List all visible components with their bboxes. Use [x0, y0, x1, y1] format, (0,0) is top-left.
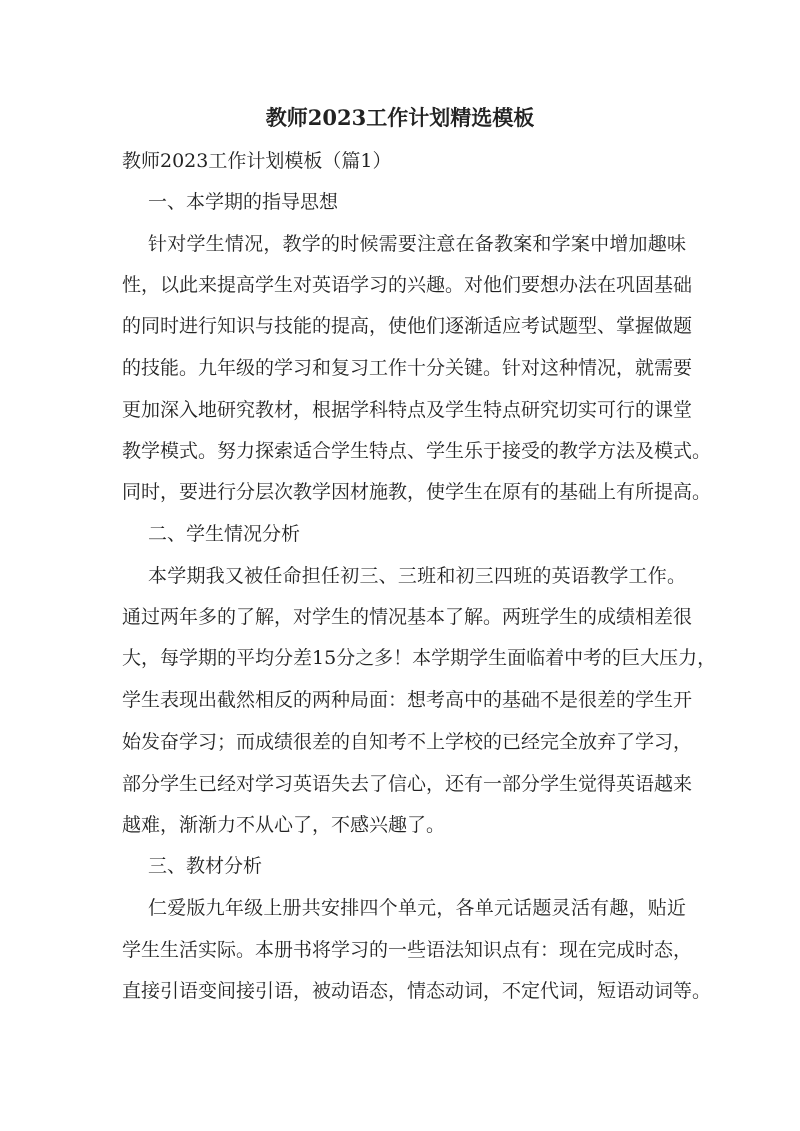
section-heading: 一、本学期的指导思想 — [148, 191, 339, 213]
paragraph-line: 大，每学期的平均分差15分之多！本学期学生面临着中考的巨大压力， — [122, 647, 717, 669]
paragraph-line: 通过两年多的了解，对学生的情况基本了解。两班学生的成绩相差很 — [122, 606, 693, 628]
paragraph-line: 的同时进行知识与技能的提高，使他们逐渐适应考试题型、掌握做题 — [122, 315, 693, 337]
section-heading: 三、教材分析 — [148, 855, 263, 877]
paragraph-line: 始发奋学习；而成绩很差的自知考不上学校的已经完全放弃了学习， — [122, 731, 693, 753]
paragraph-line: 部分学生已经对学习英语失去了信心，还有一部分学生觉得英语越来 — [122, 773, 693, 795]
paragraph-line: 本学期我又被任命担任初三、三班和初三四班的英语教学工作。 — [148, 565, 686, 587]
paragraph-line: 教学模式。努力探索适合学生特点、学生乐于接受的教学方法及模式。 — [122, 440, 712, 462]
paragraph-line: 直接引语变间接引语，被动语态，情态动词，不定代词，短语动词等。 — [122, 980, 712, 1002]
document-subtitle: 教师2023工作计划模板（篇1） — [122, 150, 392, 172]
paragraph-line: 越难，渐渐力不从心了，不感兴趣了。 — [122, 814, 446, 836]
section-heading: 二、学生情况分析 — [148, 523, 301, 545]
paragraph-line: 同时，要进行分层次教学因材施教，使学生在原有的基础上有所提高。 — [122, 481, 712, 503]
paragraph-line: 学生表现出截然相反的两种局面：想考高中的基础不是很差的学生开 — [122, 689, 693, 711]
paragraph-line: 仁爱版九年级上册共安排四个单元，各单元话题灵活有趣，贴近 — [148, 897, 686, 919]
paragraph-line: 更加深入地研究教材，根据学科特点及学生特点研究切实可行的课堂 — [122, 399, 693, 421]
document-title: 教师2023工作计划精选模板 — [265, 105, 535, 130]
paragraph-line: 的技能。九年级的学习和复习工作十分关键。针对这种情况，就需要 — [122, 357, 693, 379]
paragraph-line: 针对学生情况，教学的时候需要注意在备教案和学案中增加趣味 — [148, 233, 686, 255]
paragraph-line: 学生生活实际。本册书将学习的一些语法知识点有：现在完成时态， — [122, 939, 693, 961]
paragraph-line: 性，以此来提高学生对英语学习的兴趣。对他们要想办法在巩固基础 — [122, 274, 693, 296]
